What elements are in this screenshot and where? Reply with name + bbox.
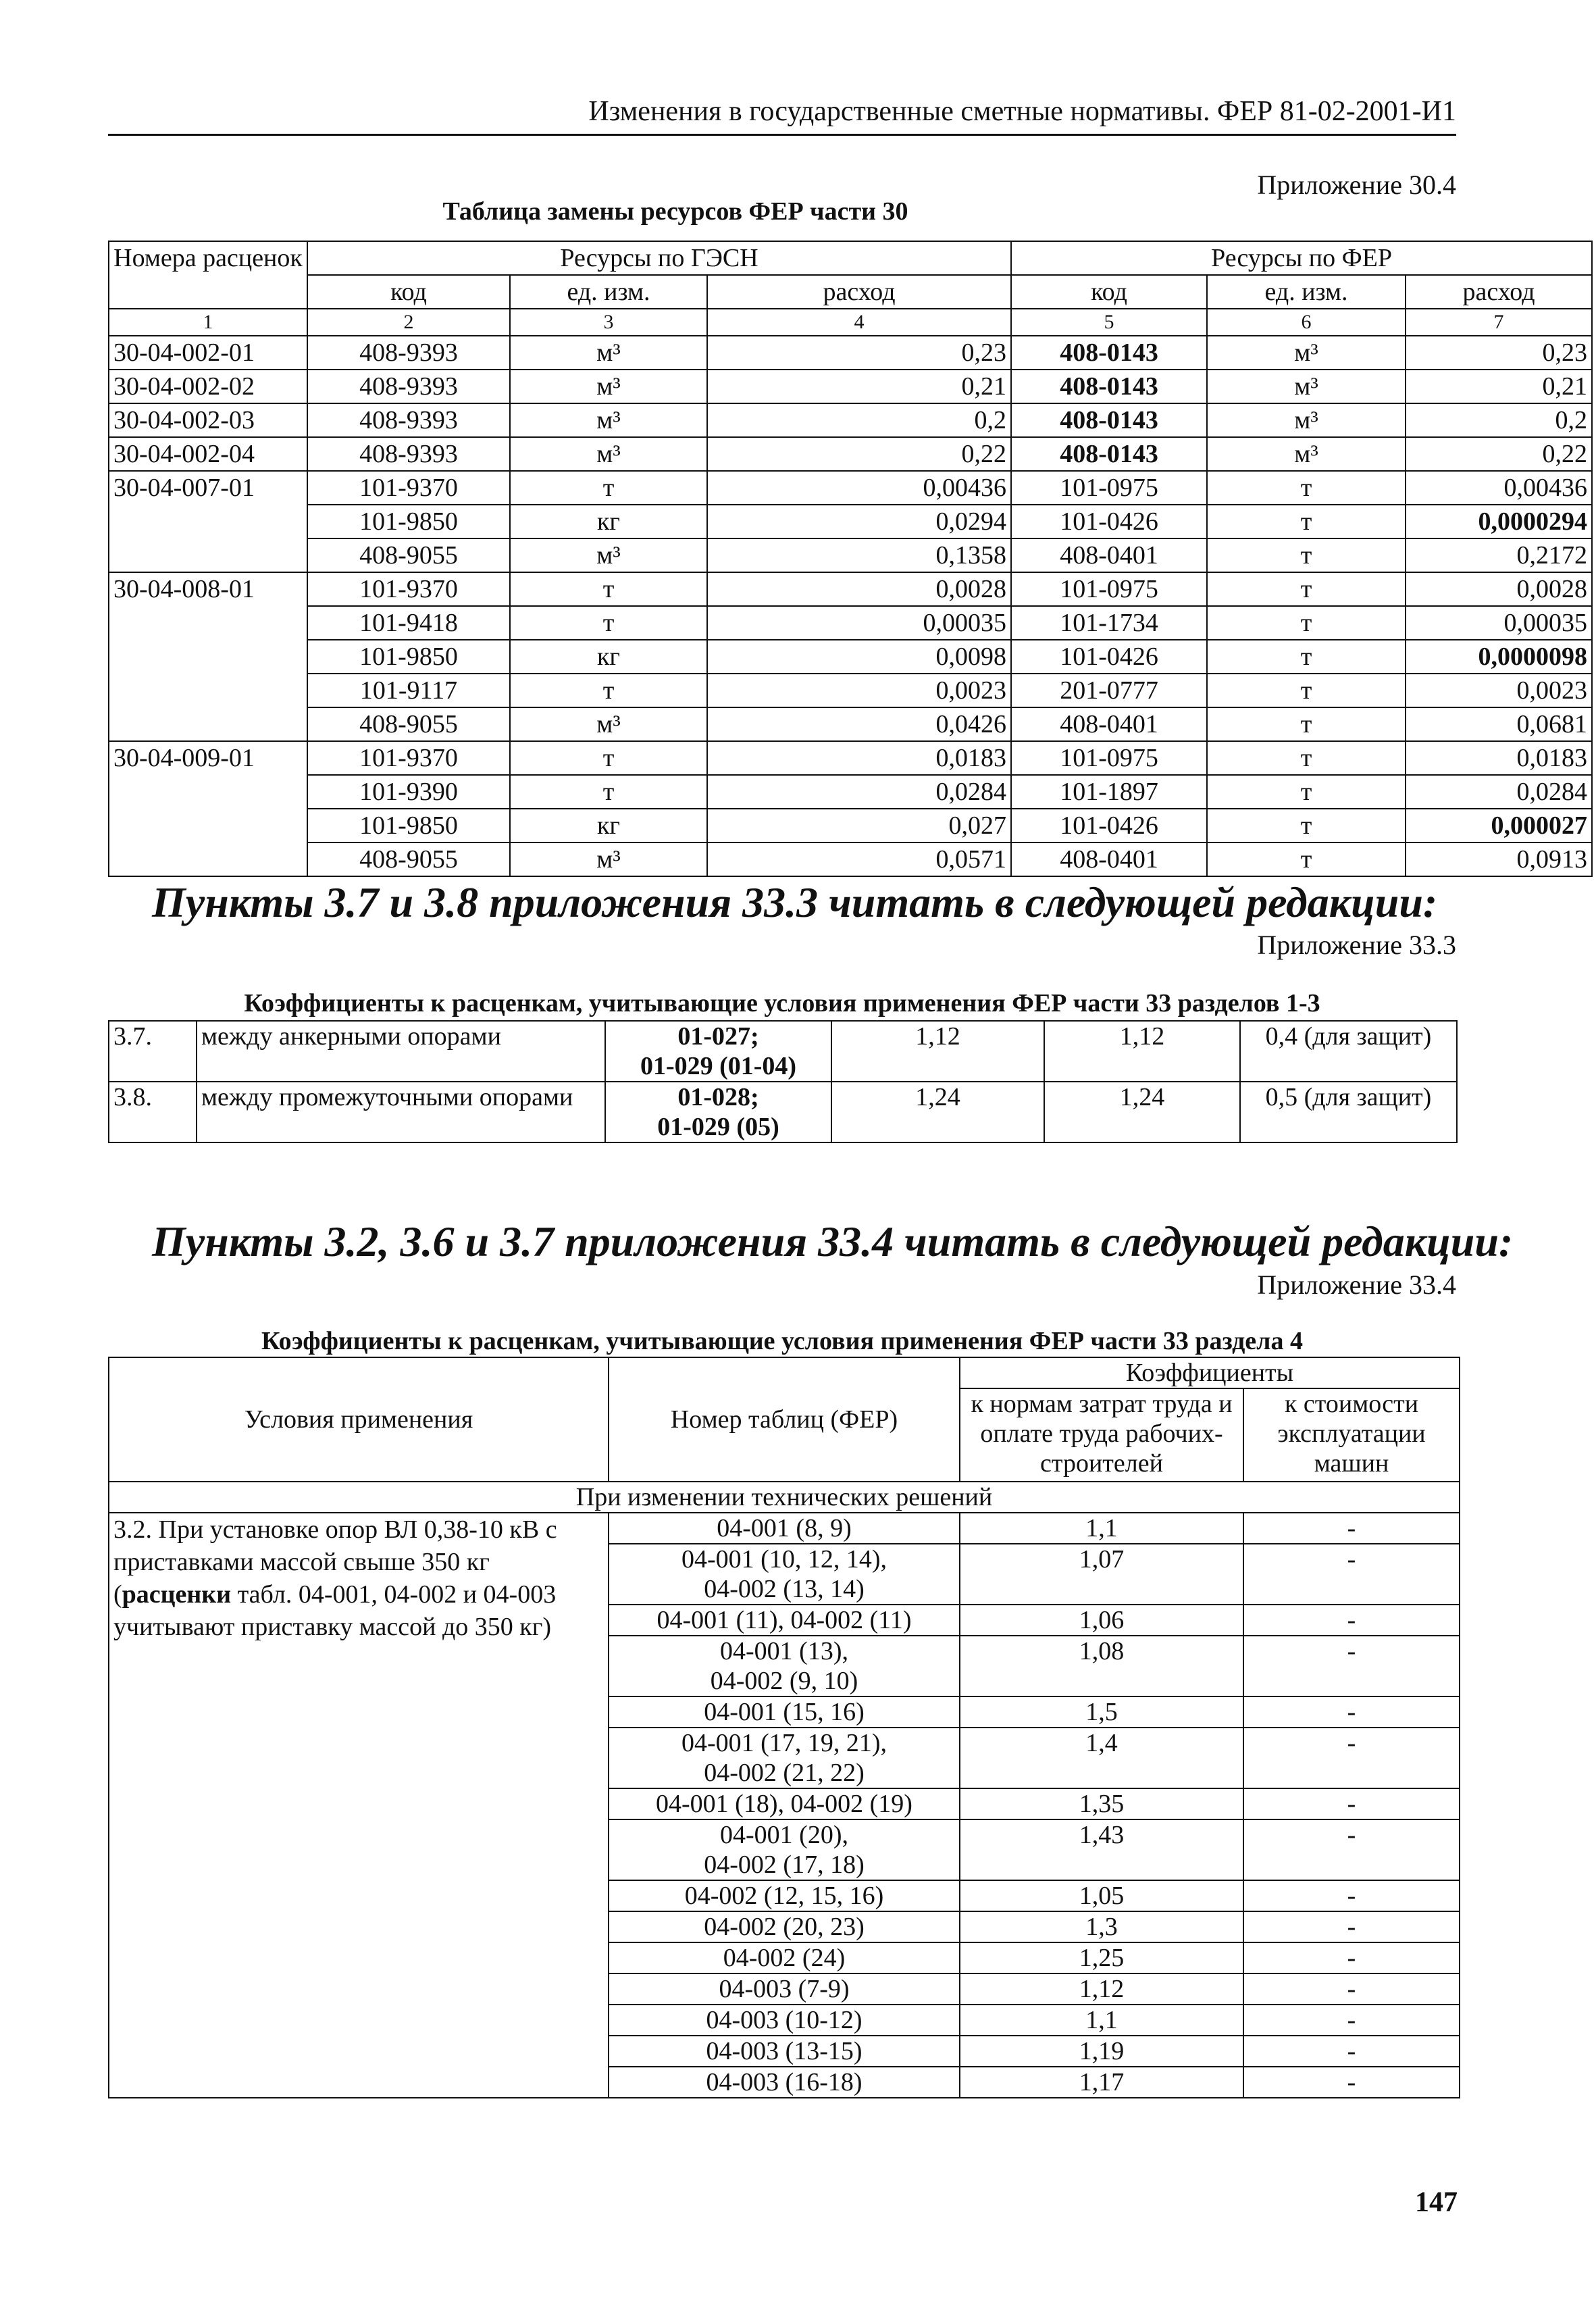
fer-unit-cell: т: [1207, 842, 1406, 876]
page-number: 147: [1415, 2187, 1458, 2218]
coef-note-cell: 0,4 (для защит): [1240, 1021, 1457, 1082]
gesn-code-cell: 101-9117: [307, 674, 510, 707]
table-row: [109, 1513, 1460, 1544]
table-number-cell: 04-002 (12, 15, 16): [609, 1880, 960, 1911]
fer-code-cell: 408-0143: [1011, 437, 1207, 471]
gesn-code-cell: 408-9393: [307, 370, 510, 403]
fer-consumption-cell: 0,0284: [1406, 775, 1592, 809]
fer-unit-cell: т: [1207, 674, 1406, 707]
labor-coefficient-cell: 1,3: [960, 1911, 1243, 1942]
fer-code-cell: 101-0975: [1011, 572, 1207, 606]
table-row: [109, 809, 1592, 842]
coef-k2-cell: 1,24: [1044, 1082, 1240, 1142]
table-row: [109, 707, 1592, 741]
labor-coefficient-cell: 1,05: [960, 1880, 1243, 1911]
gesn-code-cell: 408-9393: [307, 336, 510, 370]
section-heading-33-3: Пункты 3.7 и 3.8 приложения 33.3 читать в следующей редакции:: [152, 878, 1438, 926]
table-33-4-title: Коэффициенты к расценкам, учитывающие условия применения ФЕР части 33 раздела 4: [261, 1327, 1303, 1355]
gesn-unit-cell: т: [510, 741, 707, 775]
table-row: [109, 842, 1592, 876]
fer-unit-cell: т: [1207, 572, 1406, 606]
fer-consumption-cell: 0,22: [1406, 437, 1592, 471]
machine-coefficient-cell: -: [1243, 1513, 1460, 1544]
condition-text: 3.2. При установке опор ВЛ 0,38-10 кВ с приставками массой свыше 350 кг (: [113, 1515, 557, 1609]
fer-code-cell: 408-0143: [1011, 336, 1207, 370]
table-row: [109, 370, 1592, 403]
fer-code-cell: 201-0777: [1011, 674, 1207, 707]
table-row: [109, 471, 1592, 505]
col-rate-numbers: Номера расценок: [109, 241, 307, 309]
gesn-unit-cell: м³: [510, 437, 707, 471]
coefficients-table-33-4: [108, 1357, 1460, 2098]
gesn-consumption-cell: 0,0284: [707, 775, 1011, 809]
fer-code-cell: 101-0975: [1011, 741, 1207, 775]
header-rule: [108, 134, 1456, 136]
gesn-consumption-cell: 0,0571: [707, 842, 1011, 876]
table-row: [109, 403, 1592, 437]
col-fer-resources: Ресурсы по ФЕР: [1011, 241, 1592, 275]
gesn-code-cell: 101-9370: [307, 572, 510, 606]
fer-consumption-cell: 0,0023: [1406, 674, 1592, 707]
fer-consumption-cell: 0,23: [1406, 336, 1592, 370]
machine-coefficient-cell: -: [1243, 1636, 1460, 1696]
coef-num-cell: 3.8.: [109, 1082, 197, 1142]
fer-unit-cell: т: [1207, 538, 1406, 572]
labor-coefficient-cell: 1,5: [960, 1696, 1243, 1728]
gesn-unit-cell: т: [510, 674, 707, 707]
table-33-3-title: Коэффициенты к расценкам, учитывающие условия применения ФЕР части 33 разделов 1-3: [244, 989, 1320, 1017]
gesn-unit-cell: кг: [510, 640, 707, 674]
fer-code-cell: 101-0975: [1011, 471, 1207, 505]
fer-unit-cell: т: [1207, 809, 1406, 842]
gesn-consumption-cell: 0,00436: [707, 471, 1011, 505]
rate-number-cell: 30-04-002-04: [109, 437, 307, 471]
gesn-unit-cell: м³: [510, 370, 707, 403]
table-number-cell: 04-003 (10-12): [609, 2005, 960, 2036]
table-number-cell: 04-002 (20, 23): [609, 1911, 960, 1942]
condition-3-2-cell: [109, 1513, 609, 2098]
coefficients-table-33-3: [108, 1020, 1458, 1143]
fer-unit-cell: м³: [1207, 370, 1406, 403]
gesn-unit-cell: м³: [510, 842, 707, 876]
machine-coefficient-cell: -: [1243, 1819, 1460, 1880]
table-row: [109, 538, 1592, 572]
col-code: код: [1011, 275, 1207, 309]
fer-unit-cell: т: [1207, 606, 1406, 640]
gesn-consumption-cell: 0,027: [707, 809, 1011, 842]
rate-number-cell: 30-04-008-01: [109, 572, 307, 741]
col-conditions: Условия применения: [109, 1357, 609, 1482]
table-row: [109, 606, 1592, 640]
condition-bold-word: расценки: [122, 1580, 232, 1609]
col-number: 3: [510, 309, 707, 336]
appendix-33-4: Приложение 33.4: [1257, 1269, 1456, 1300]
table-number-cell: 04-001 (18), 04-002 (19): [609, 1788, 960, 1819]
coef-num-cell: 3.7.: [109, 1021, 197, 1082]
gesn-consumption-cell: 0,00035: [707, 606, 1011, 640]
labor-coefficient-cell: 1,19: [960, 2036, 1243, 2067]
labor-coefficient-cell: 1,06: [960, 1605, 1243, 1636]
table-number-cell: 04-001 (8, 9): [609, 1513, 960, 1544]
fer-code-cell: 101-0426: [1011, 640, 1207, 674]
fer-code-cell: 101-1897: [1011, 775, 1207, 809]
machine-coefficient-cell: -: [1243, 1544, 1460, 1605]
fer-unit-cell: т: [1207, 775, 1406, 809]
col-number: 1: [109, 309, 307, 336]
gesn-consumption-cell: 0,0294: [707, 505, 1011, 538]
col-gesn-resources: Ресурсы по ГЭСН: [307, 241, 1011, 275]
gesn-consumption-cell: 0,0028: [707, 572, 1011, 606]
table-row: [109, 640, 1592, 674]
labor-coefficient-cell: 1,4: [960, 1728, 1243, 1788]
fer-consumption-cell: 0,000027: [1406, 809, 1592, 842]
labor-coefficient-cell: 1,1: [960, 1513, 1243, 1544]
coef-tables-cell: 01-027; 01-029 (01-04): [605, 1021, 831, 1082]
gesn-unit-cell: м³: [510, 336, 707, 370]
col-number: 6: [1207, 309, 1406, 336]
fer-consumption-cell: 0,0681: [1406, 707, 1592, 741]
gesn-code-cell: 408-9393: [307, 403, 510, 437]
rate-number-cell: 30-04-009-01: [109, 741, 307, 876]
fer-consumption-cell: 0,0028: [1406, 572, 1592, 606]
fer-code-cell: 101-0426: [1011, 505, 1207, 538]
fer-code-cell: 408-0143: [1011, 370, 1207, 403]
gesn-code-cell: 101-9418: [307, 606, 510, 640]
table-number-cell: 04-003 (13-15): [609, 2036, 960, 2067]
table-row: [109, 674, 1592, 707]
gesn-code-cell: 101-9850: [307, 505, 510, 538]
col-unit: ед. изм.: [510, 275, 707, 309]
gesn-code-cell: 408-9055: [307, 538, 510, 572]
machine-coefficient-cell: -: [1243, 2036, 1460, 2067]
machine-coefficient-cell: -: [1243, 1880, 1460, 1911]
labor-coefficient-cell: 1,07: [960, 1544, 1243, 1605]
coef-tables-cell: 01-028; 01-029 (05): [605, 1082, 831, 1142]
table-row: [109, 572, 1592, 606]
col-coefficients: Коэффициенты: [960, 1357, 1460, 1388]
fer-unit-cell: м³: [1207, 403, 1406, 437]
gesn-code-cell: 101-9370: [307, 471, 510, 505]
fer-consumption-cell: 0,00436: [1406, 471, 1592, 505]
table-number-cell: 04-001 (17, 19, 21), 04-002 (21, 22): [609, 1728, 960, 1788]
table-row: [109, 1021, 1457, 1082]
gesn-unit-cell: т: [510, 606, 707, 640]
gesn-consumption-cell: 0,0023: [707, 674, 1011, 707]
subheader-technical-changes: При изменении технических решений: [109, 1482, 1460, 1513]
section-heading-33-4: Пункты 3.2, 3.6 и 3.7 приложения 33.4 читать в следующей редакции:: [152, 1217, 1514, 1265]
labor-coefficient-cell: 1,1: [960, 2005, 1243, 2036]
col-code: код: [307, 275, 510, 309]
fer-unit-cell: т: [1207, 741, 1406, 775]
fer-consumption-cell: 0,0183: [1406, 741, 1592, 775]
col-consumption: расход: [1406, 275, 1592, 309]
coef-note-cell: 0,5 (для защит): [1240, 1082, 1457, 1142]
gesn-code-cell: 408-9055: [307, 707, 510, 741]
gesn-unit-cell: т: [510, 775, 707, 809]
labor-coefficient-cell: 1,35: [960, 1788, 1243, 1819]
gesn-unit-cell: кг: [510, 505, 707, 538]
fer-unit-cell: т: [1207, 471, 1406, 505]
gesn-unit-cell: м³: [510, 538, 707, 572]
machine-coefficient-cell: -: [1243, 1696, 1460, 1728]
fer-code-cell: 101-1734: [1011, 606, 1207, 640]
col-unit: ед. изм.: [1207, 275, 1406, 309]
col-number: 4: [707, 309, 1011, 336]
gesn-code-cell: 101-9390: [307, 775, 510, 809]
resource-replacement-table: [108, 241, 1593, 877]
fer-unit-cell: т: [1207, 505, 1406, 538]
fer-code-cell: 408-0401: [1011, 842, 1207, 876]
labor-coefficient-cell: 1,43: [960, 1819, 1243, 1880]
fer-code-cell: 408-0143: [1011, 403, 1207, 437]
machine-coefficient-cell: -: [1243, 1942, 1460, 1973]
fer-consumption-cell: 0,00035: [1406, 606, 1592, 640]
labor-coefficient-cell: 1,17: [960, 2067, 1243, 2098]
fer-consumption-cell: 0,2: [1406, 403, 1592, 437]
machine-coefficient-cell: -: [1243, 2005, 1460, 2036]
table-number-cell: 04-001 (11), 04-002 (11): [609, 1605, 960, 1636]
table-number-cell: 04-002 (24): [609, 1942, 960, 1973]
labor-coefficient-cell: 1,25: [960, 1942, 1243, 1973]
table-row: [109, 1082, 1457, 1142]
col-table-number: Номер таблиц (ФЕР): [609, 1357, 960, 1482]
fer-unit-cell: т: [1207, 640, 1406, 674]
gesn-code-cell: 408-9393: [307, 437, 510, 471]
gesn-consumption-cell: 0,23: [707, 336, 1011, 370]
rate-number-cell: 30-04-007-01: [109, 471, 307, 572]
gesn-code-cell: 101-9850: [307, 809, 510, 842]
coef-k2-cell: 1,12: [1044, 1021, 1240, 1082]
table-number-cell: 04-003 (7-9): [609, 1973, 960, 2005]
coef-k1-cell: 1,24: [831, 1082, 1044, 1142]
machine-coefficient-cell: -: [1243, 1728, 1460, 1788]
gesn-code-cell: 101-9850: [307, 640, 510, 674]
col-number: 7: [1406, 309, 1592, 336]
fer-code-cell: 408-0401: [1011, 707, 1207, 741]
table-number-cell: 04-001 (13), 04-002 (9, 10): [609, 1636, 960, 1696]
col-consumption: расход: [707, 275, 1011, 309]
fer-unit-cell: м³: [1207, 336, 1406, 370]
gesn-code-cell: 101-9370: [307, 741, 510, 775]
gesn-consumption-cell: 0,21: [707, 370, 1011, 403]
rate-number-cell: 30-04-002-02: [109, 370, 307, 403]
gesn-unit-cell: т: [510, 471, 707, 505]
gesn-code-cell: 408-9055: [307, 842, 510, 876]
machine-coefficient-cell: -: [1243, 1788, 1460, 1819]
condition-text: табл. 04-001, 04-002 и 04-003 учитывают приставку массой до 350 кг): [113, 1580, 557, 1641]
appendix-30-4: Приложение 30.4: [1257, 170, 1456, 200]
fer-code-cell: 408-0401: [1011, 538, 1207, 572]
fer-consumption-cell: 0,0000098: [1406, 640, 1592, 674]
fer-consumption-cell: 0,21: [1406, 370, 1592, 403]
gesn-consumption-cell: 0,22: [707, 437, 1011, 471]
gesn-unit-cell: кг: [510, 809, 707, 842]
col-number: 5: [1011, 309, 1207, 336]
rate-number-cell: 30-04-002-01: [109, 336, 307, 370]
gesn-unit-cell: м³: [510, 707, 707, 741]
machine-coefficient-cell: -: [1243, 1973, 1460, 2005]
gesn-unit-cell: т: [510, 572, 707, 606]
machine-coefficient-cell: -: [1243, 1911, 1460, 1942]
table-row: [109, 505, 1592, 538]
table-number-cell: 04-001 (20), 04-002 (17, 18): [609, 1819, 960, 1880]
coef-text-cell: между анкерными опорами: [197, 1021, 605, 1082]
fer-unit-cell: т: [1207, 707, 1406, 741]
running-header: Изменения в государственные сметные нормативы. ФЕР 81-02-2001-И1: [588, 96, 1456, 127]
machine-coefficient-cell: -: [1243, 1605, 1460, 1636]
fer-consumption-cell: 0,0000294: [1406, 505, 1592, 538]
gesn-consumption-cell: 0,0098: [707, 640, 1011, 674]
table-number-cell: 04-001 (10, 12, 14), 04-002 (13, 14): [609, 1544, 960, 1605]
table-row: [109, 741, 1592, 775]
fer-consumption-cell: 0,2172: [1406, 538, 1592, 572]
labor-coefficient-cell: 1,12: [960, 1973, 1243, 2005]
fer-code-cell: 101-0426: [1011, 809, 1207, 842]
coef-text-cell: между промежуточными опорами: [197, 1082, 605, 1142]
machine-coefficient-cell: -: [1243, 2067, 1460, 2098]
gesn-consumption-cell: 0,2: [707, 403, 1011, 437]
labor-coefficient-cell: 1,08: [960, 1636, 1243, 1696]
gesn-consumption-cell: 0,0183: [707, 741, 1011, 775]
table-number-cell: 04-003 (16-18): [609, 2067, 960, 2098]
table-row: [109, 775, 1592, 809]
rate-number-cell: 30-04-002-03: [109, 403, 307, 437]
table-number-cell: 04-001 (15, 16): [609, 1696, 960, 1728]
table-row: [109, 437, 1592, 471]
col-number: 2: [307, 309, 510, 336]
appendix-33-3: Приложение 33.3: [1257, 930, 1456, 960]
table-row: [109, 336, 1592, 370]
gesn-consumption-cell: 0,1358: [707, 538, 1011, 572]
gesn-consumption-cell: 0,0426: [707, 707, 1011, 741]
col-labor: к нормам затрат труда и оплате труда рабочих-строителей: [960, 1388, 1243, 1482]
col-machines: к стоимости эксплуатации машин: [1243, 1388, 1460, 1482]
fer-unit-cell: м³: [1207, 437, 1406, 471]
fer-consumption-cell: 0,0913: [1406, 842, 1592, 876]
coef-k1-cell: 1,12: [831, 1021, 1044, 1082]
gesn-unit-cell: м³: [510, 403, 707, 437]
table-30-title: Таблица замены ресурсов ФЕР части 30: [442, 197, 908, 226]
